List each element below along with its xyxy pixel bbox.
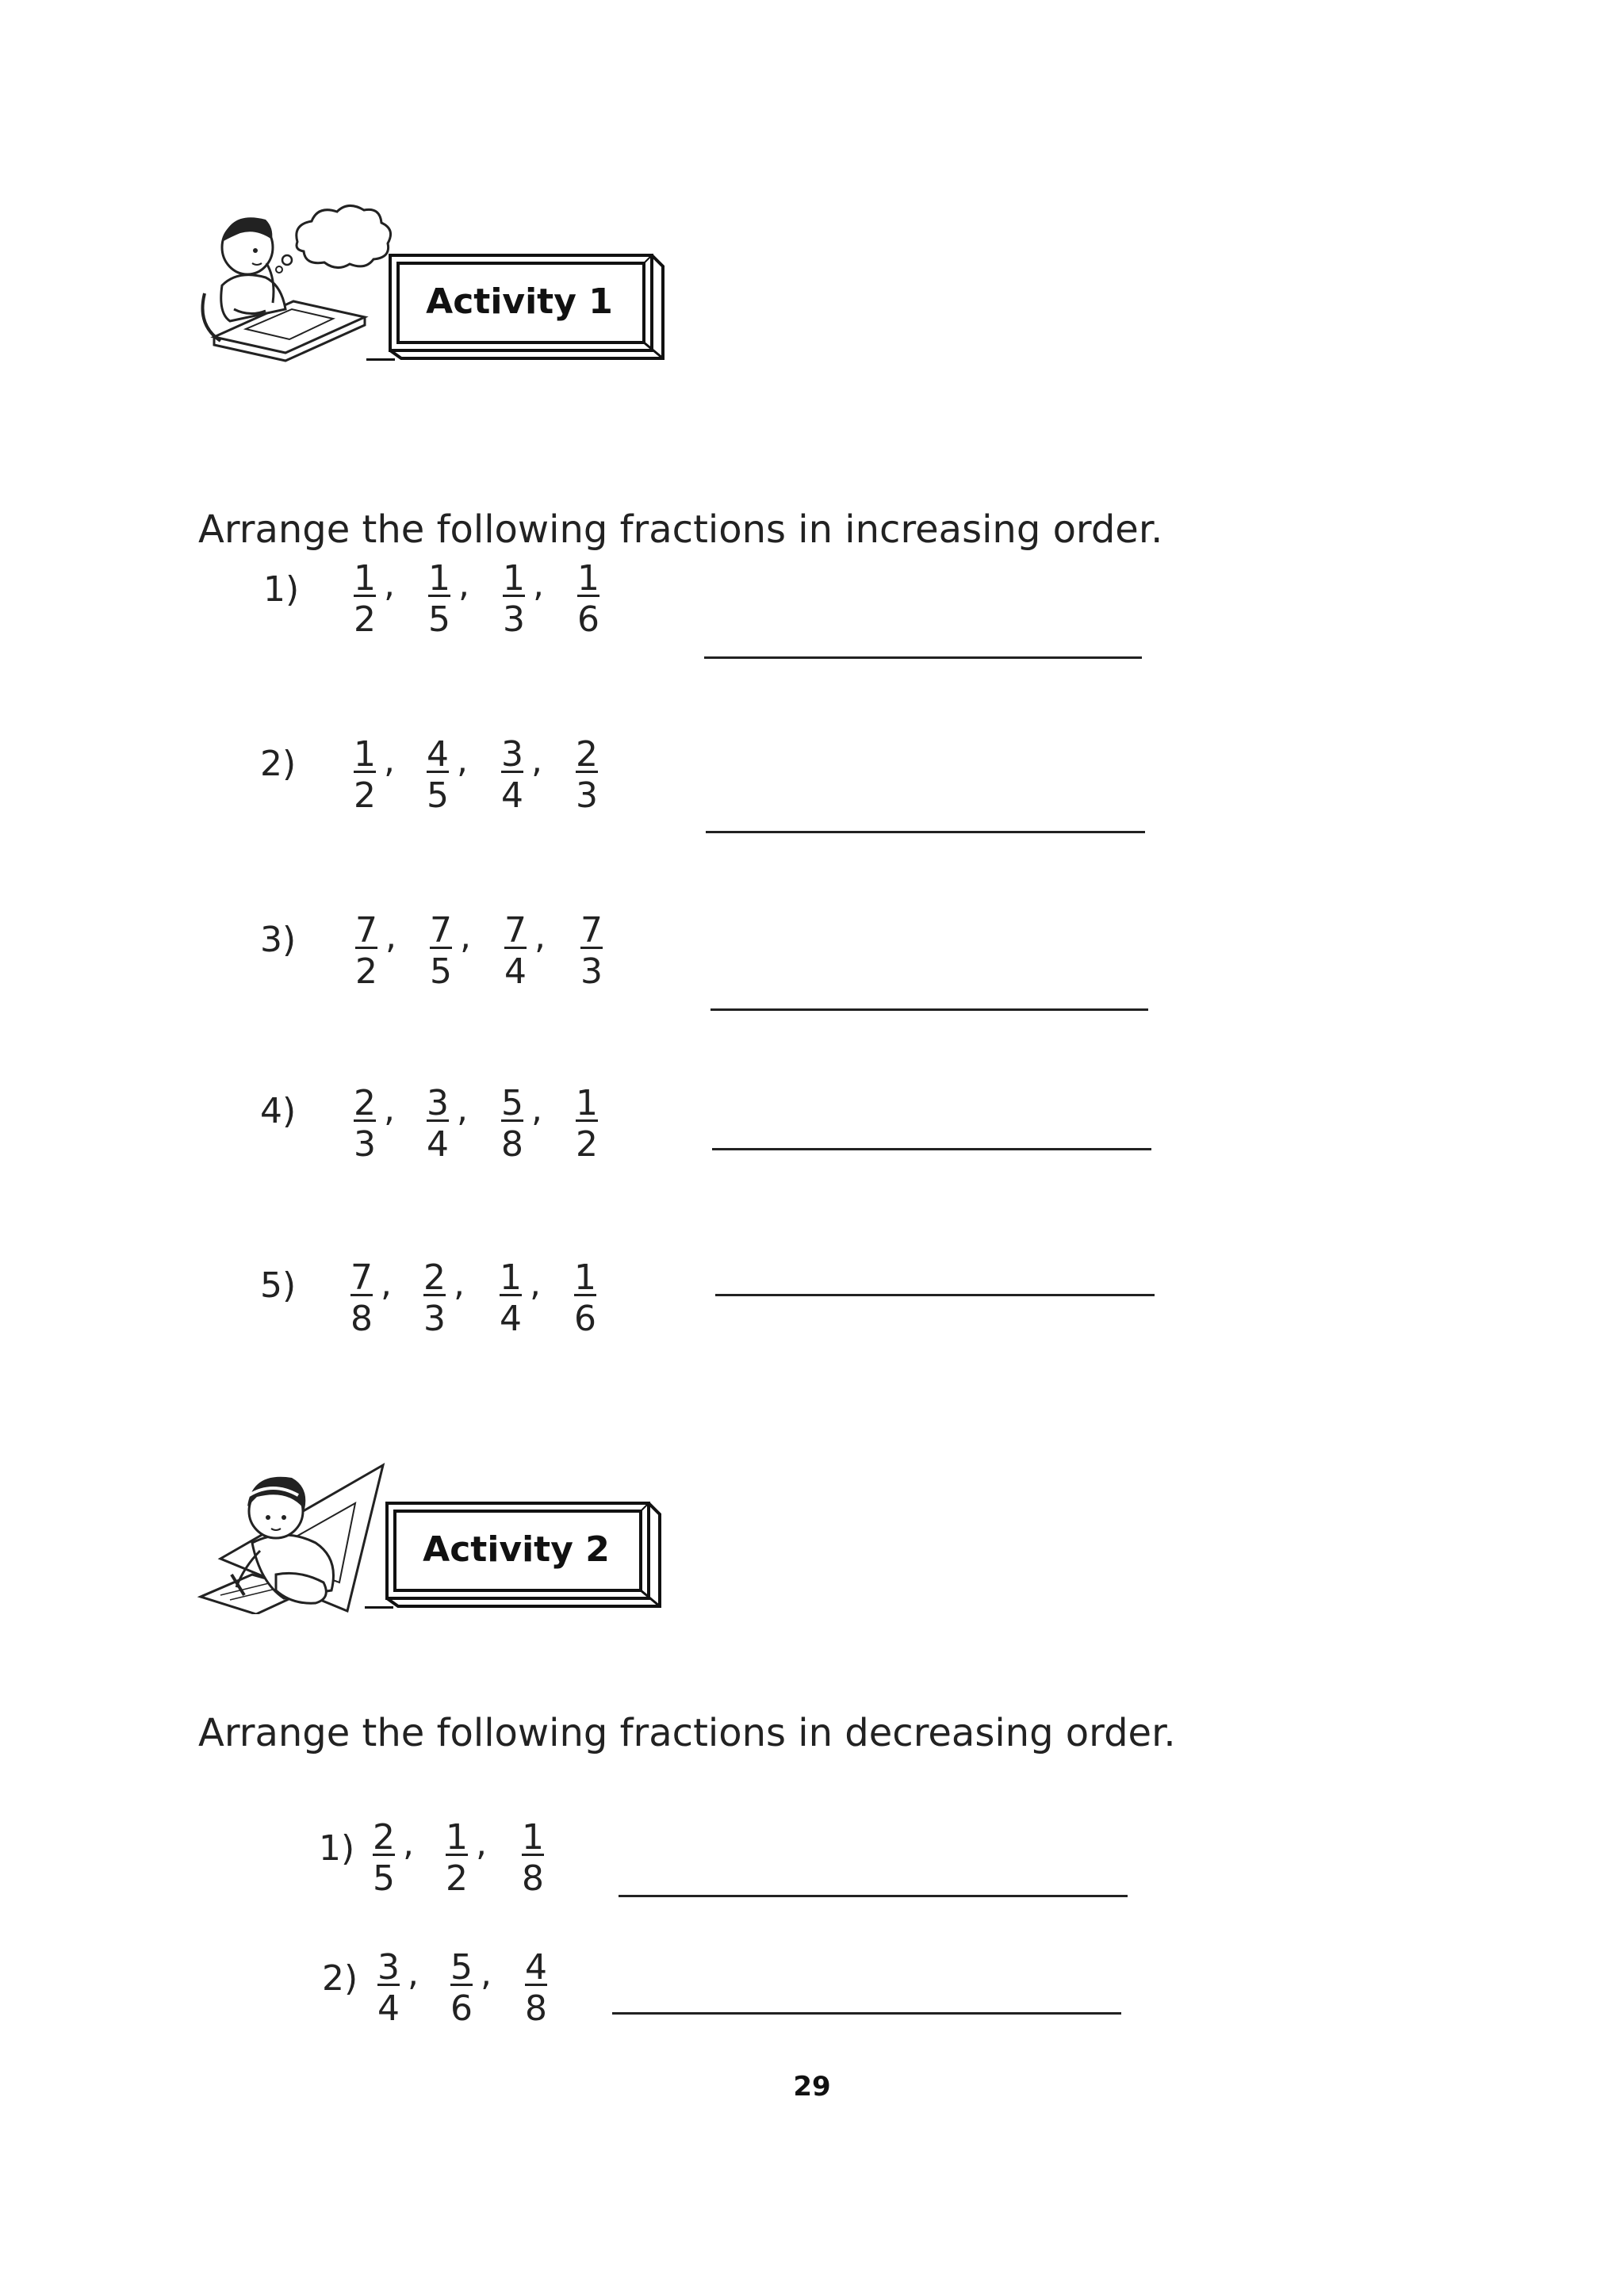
comma: , — [531, 1089, 542, 1130]
fraction: $\frac{4}{5}$ — [427, 734, 449, 816]
problem-number: 2) — [322, 1958, 358, 1999]
fraction: $\frac{5}{8}$ — [501, 1083, 523, 1165]
fraction: $\frac{4}{8}$ — [525, 1947, 547, 2029]
answer-line[interactable] — [712, 1148, 1151, 1150]
comma: , — [403, 1823, 414, 1864]
fraction: $\frac{3}{4}$ — [501, 734, 523, 816]
comma: , — [384, 740, 395, 781]
fraction: $\frac{3}{4}$ — [377, 1947, 400, 2029]
problem-number: 4) — [260, 1091, 297, 1131]
fraction: $\frac{7}{8}$ — [350, 1257, 373, 1339]
fraction: $\frac{7}{2}$ — [355, 910, 377, 992]
answer-line[interactable] — [612, 2012, 1121, 2015]
fraction: $\frac{2}{3}$ — [423, 1257, 446, 1339]
fraction: $\frac{7}{3}$ — [580, 910, 603, 992]
fraction: $\frac{1}{8}$ — [522, 1817, 544, 1899]
answer-line[interactable] — [710, 1008, 1148, 1011]
comma: , — [385, 916, 396, 957]
fraction: $\frac{1}{6}$ — [577, 558, 599, 640]
comma: , — [384, 1089, 395, 1130]
comma: , — [457, 740, 468, 781]
fraction: $\frac{7}{5}$ — [430, 910, 452, 992]
comma: , — [533, 564, 544, 605]
comma: , — [481, 1954, 492, 1994]
comma: , — [531, 740, 542, 781]
activity-1-title: Activity 1 — [426, 281, 613, 322]
problem-number: 3) — [260, 920, 297, 960]
comma: , — [454, 1264, 465, 1304]
fraction: $\frac{5}{6}$ — [450, 1947, 473, 2029]
problem-number: 1) — [263, 569, 300, 610]
comma: , — [408, 1954, 419, 1994]
fraction: $\frac{1}{4}$ — [500, 1257, 522, 1339]
activity-2-title: Activity 2 — [423, 1529, 610, 1570]
fraction: $\frac{2}{3}$ — [354, 1083, 376, 1165]
fraction: $\frac{1}{3}$ — [503, 558, 525, 640]
activity-2-instruction: Arrange the following fractions in decreasing order. — [198, 1711, 1176, 1755]
activity-1-baseline — [366, 358, 395, 361]
girl-drawing-illustration — [197, 1456, 395, 1614]
answer-line[interactable] — [715, 1294, 1155, 1296]
fraction: $\frac{2}{5}$ — [373, 1817, 395, 1899]
comma: , — [460, 916, 471, 957]
comma: , — [457, 1089, 468, 1130]
comma: , — [534, 916, 546, 957]
fraction: $\frac{3}{4}$ — [427, 1083, 449, 1165]
comma: , — [458, 564, 469, 605]
page-number: 29 — [793, 2071, 831, 2103]
fraction: $\frac{1}{2}$ — [354, 734, 376, 816]
fraction: $\frac{7}{4}$ — [504, 910, 527, 992]
answer-line[interactable] — [706, 831, 1145, 833]
problem-number: 2) — [260, 744, 297, 784]
fraction: $\frac{1}{2}$ — [354, 558, 376, 640]
activity-1-instruction: Arrange the following fractions in increasing order. — [198, 507, 1163, 552]
activity-2-baseline — [365, 1606, 393, 1609]
problem-number: 5) — [260, 1265, 297, 1306]
comma: , — [530, 1264, 541, 1304]
answer-line[interactable] — [619, 1895, 1128, 1897]
fraction: $\frac{2}{3}$ — [576, 734, 598, 816]
comma: , — [384, 564, 395, 605]
fraction: $\frac{1}{5}$ — [428, 558, 450, 640]
activity-2-banner — [385, 1502, 663, 1608]
answer-line[interactable] — [704, 656, 1142, 659]
comma: , — [381, 1264, 392, 1304]
fraction: $\frac{1}{2}$ — [446, 1817, 468, 1899]
activity-1-banner — [389, 254, 666, 360]
fraction: $\frac{1}{6}$ — [574, 1257, 596, 1339]
boy-thinking-illustration — [190, 198, 396, 365]
comma: , — [476, 1823, 487, 1864]
fraction: $\frac{1}{2}$ — [576, 1083, 598, 1165]
problem-number: 1) — [319, 1828, 355, 1869]
